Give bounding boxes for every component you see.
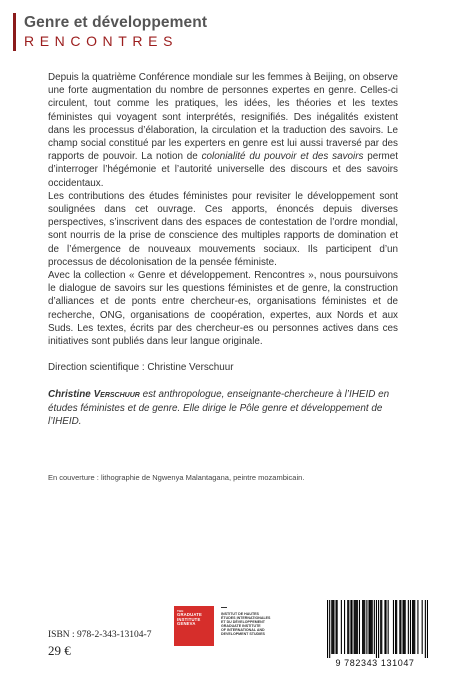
barcode-bar bbox=[422, 600, 423, 654]
barcode-bar bbox=[371, 600, 372, 654]
barcode-bar bbox=[331, 600, 332, 654]
barcode-bar bbox=[347, 600, 348, 654]
paragraph-collection: Avec la collection « Genre et développement. Rencontres », nous poursuivons le dialogue de savoirs sur les questions féministes et de genre, la construction d’alliances et de ponts entre chercheur-es, organisations féministes et de recherche, ONG, organisations de coopération, expertes, aux Nords et aux Suds. Les textes, écrits par des chercheur-es ou personnes actives dans ces initiatives sont publiés dans leur langue originale. bbox=[48, 270, 398, 348]
barcode-bar bbox=[378, 600, 379, 658]
barcode-bar bbox=[368, 600, 369, 654]
barcode-bar bbox=[413, 600, 414, 654]
logo-line-4: GENEVA bbox=[177, 621, 196, 626]
barcode-bar bbox=[412, 600, 413, 654]
author-bio bbox=[48, 388, 398, 428]
barcode-bar bbox=[414, 600, 415, 654]
barcode-bar bbox=[405, 600, 406, 654]
barcode-bar bbox=[366, 600, 367, 654]
barcode-bar bbox=[396, 600, 397, 654]
barcode-bar bbox=[388, 600, 389, 654]
barcode-bar bbox=[427, 600, 428, 658]
barcode-bar bbox=[425, 600, 426, 658]
barcode-bar bbox=[336, 600, 337, 654]
paragraph-intro-part2: permet d’interroger l’hégémonie et l’autorité universelle des discours et des savoirs occidentaux. bbox=[48, 151, 398, 189]
barcode-bar bbox=[384, 600, 385, 654]
logo-line-1: THE bbox=[177, 609, 184, 613]
barcode-bar bbox=[327, 600, 328, 658]
barcode-bar bbox=[385, 600, 386, 654]
barcode-bar bbox=[356, 600, 357, 654]
institute-text-dash bbox=[221, 607, 227, 608]
barcode-bar bbox=[393, 600, 394, 654]
barcode-bar bbox=[364, 600, 365, 654]
institute-name: INSTITUT DE HAUTES ÉTUDES INTERNATIONALES ET DU DÉVELOPPEMENT GRADUATE INSTITUTE OF INTERNATIONAL AND DEVELOPMENT STUDIES bbox=[221, 612, 271, 637]
barcode-digits: 9 782343 131047 bbox=[335, 658, 415, 668]
logo-line-2: GRADUATE bbox=[177, 612, 203, 617]
author-first-name: Christine bbox=[48, 389, 91, 401]
barcode-bar bbox=[376, 600, 377, 658]
paragraph-intro bbox=[48, 71, 398, 190]
barcode-bar bbox=[374, 600, 375, 654]
scientific-direction: Direction scientifique : Christine Verschuur bbox=[48, 362, 234, 374]
barcode-bar bbox=[402, 600, 403, 654]
barcode-bar bbox=[404, 600, 405, 654]
logo-line-3: INSTITUTE bbox=[177, 616, 201, 622]
barcode-bar bbox=[380, 600, 381, 654]
barcode-bar bbox=[354, 600, 355, 654]
series-title: Genre et développement bbox=[24, 14, 208, 31]
barcode-bar bbox=[341, 600, 342, 654]
barcode-bar bbox=[359, 600, 360, 654]
barcode-bar bbox=[329, 600, 330, 658]
barcode-bar bbox=[348, 600, 349, 654]
paragraph-contributions: Les contributions des études féministes pour revisiter le développement sont soulignées dans cet ouvrage. Ces apports, énoncés depuis diverses perspectives, s’inscrivent dans des espaces de contestation de l’ordre mondial, sont nourris de la prise de conscience des multiples rapports de domination et de l’émergence de nouveaux mouvements sociaux. Ils participent d’un processus de décolonisation de la pensée féministe. bbox=[48, 190, 398, 268]
series-subtitle: RENCONTRES bbox=[24, 33, 179, 49]
paragraph-intro-part1: Depuis la quatrième Conférence mondiale sur les femmes à Beijing, on observe une forte augmentation du nombre de personnes expertes en genre. Celles-ci circulent, tout comme les pratiques, les idées, les théories et les textes féministes qui voyagent sont interprétés, resignifiés. Des inégalités existent dans les processus d’élaboration, la circulation et la traduction des savoirs. Le champ social constitué par les experters en genre est lui aussi traversé par des rapports de pouvoir. La notion de bbox=[48, 72, 398, 163]
barcode-bar bbox=[400, 600, 401, 654]
back-cover-text bbox=[48, 71, 398, 428]
cover-credit: En couverture : lithographie de Ngwenya Malantagana, peintre mozambicain. bbox=[48, 473, 305, 482]
barcode-bar bbox=[332, 600, 333, 654]
barcode-bar bbox=[351, 600, 352, 654]
barcode-bar bbox=[410, 600, 411, 654]
author-bio-text: est anthropologue, enseignante-chercheure à l’IHEID en études féministes et de genre. Elle dirige le Pôle genre et développement de l’IHEID. bbox=[48, 389, 390, 427]
barcode-bar bbox=[370, 600, 371, 654]
barcode-bar bbox=[363, 600, 364, 654]
barcode-bar bbox=[350, 600, 351, 654]
barcode-bar bbox=[333, 600, 334, 654]
barcode-bar bbox=[381, 600, 382, 654]
barcode-bar bbox=[362, 600, 363, 654]
barcode-bar bbox=[357, 600, 358, 654]
barcode-bar bbox=[344, 600, 345, 654]
barcode-bar bbox=[399, 600, 400, 654]
graduate-institute-logo bbox=[174, 606, 214, 646]
author-last-name: Verschuur bbox=[93, 389, 140, 401]
barcode-bar bbox=[372, 600, 373, 654]
barcode-bar bbox=[337, 600, 338, 654]
isbn: ISBN : 978-2-343-13104-7 bbox=[48, 630, 152, 640]
barcode-icon bbox=[322, 600, 428, 658]
price: 29 € bbox=[48, 643, 71, 658]
barcode-bar bbox=[355, 600, 356, 654]
series-accent-bar bbox=[13, 13, 16, 51]
paragraph-intro-emphasis: colonialité du pouvoir et des savoirs bbox=[201, 151, 364, 163]
barcode-bar bbox=[408, 600, 409, 654]
barcode-bar bbox=[417, 600, 418, 654]
barcode-bar bbox=[395, 600, 396, 654]
